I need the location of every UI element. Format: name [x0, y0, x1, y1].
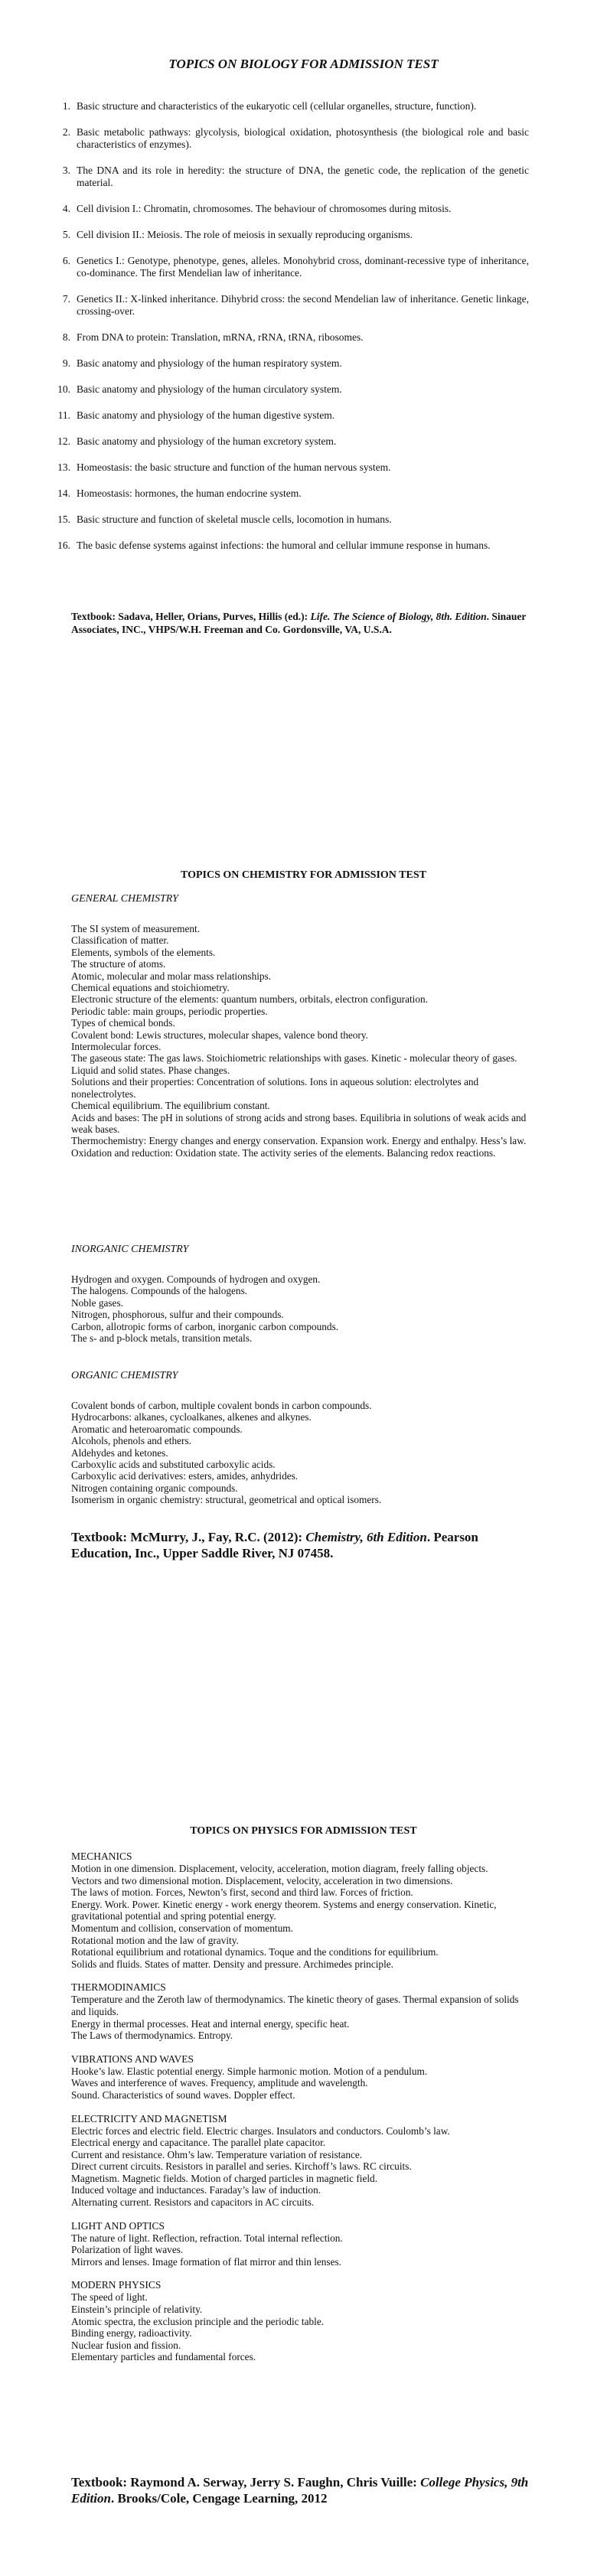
physics-section-list [71, 2291, 534, 2363]
physics-topic-section [71, 1850, 534, 1970]
physics-topic-item: Polarization of light waves. [71, 2244, 184, 2256]
general-chemistry-item: Solutions and their properties: Concentration of solutions. Ions in aqueous solution: electrolytes and nonelectrolytes. [71, 1076, 479, 1100]
topic-number: 12. [57, 435, 70, 447]
physics-topic-item: Temperature and the Zeroth law of thermodynamics. The kinetic theory of gases. Thermal expansion of solids and liquids. [71, 1994, 519, 2017]
biology-topic-item [51, 255, 529, 279]
biology-topic-item [51, 293, 529, 318]
inorganic-chemistry-item: The halogens. Compounds of the halogens. [71, 1285, 248, 1297]
chemistry-title: TOPICS ON CHEMISTRY FOR ADMISSION TEST [181, 869, 426, 881]
physics-topic-item: Alternating current. Resistors and capacitors in AC circuits. [71, 2196, 315, 2209]
inorganic-chemistry-list [71, 1273, 534, 1344]
biology-topic-item [51, 229, 529, 241]
physics-topic-section [71, 2113, 534, 2209]
physics-topic-item: Motion in one dimension. Displacement, velocity, acceleration, motion diagram, freely falling objects. [71, 1863, 488, 1874]
general-chemistry-item: Periodic table: main groups, periodic properties. [71, 1005, 268, 1017]
physics-topic-item: Vectors and two dimensional motion. Displacement, velocity, acceleration in two dimensions. [71, 1874, 453, 1886]
biology-topic-item [51, 331, 529, 344]
chemistry-textbook [71, 1529, 534, 1561]
chemistry-textbook-prefix: Textbook: McMurry, J., Fay, R.C. (2012): [71, 1530, 306, 1544]
general-chemistry-list [71, 923, 534, 1159]
physics-topic-item: Waves and interference of waves. Frequency, amplitude and wavelength. [71, 2077, 368, 2089]
physics-textbook-title: College Physics, 9th Edition [71, 2475, 529, 2506]
physics-topic-item: Induced voltage and inductances. Faraday’s law of induction. [71, 2184, 321, 2196]
organic-chemistry-item: Carboxylic acid derivatives: esters, amides, anhydrides. [71, 1470, 299, 1482]
physics-section-heading: ELECTRICITY AND MAGNETISM [71, 2112, 227, 2124]
general-chemistry-item: Types of chemical bonds. [71, 1017, 175, 1029]
biology-topic-list [51, 100, 529, 566]
general-chemistry-item: Oxidation and reduction: Oxidation state. The activity series of the elements. Balancing redox reactions. [71, 1146, 496, 1159]
topic-number: 11. [57, 409, 70, 421]
topic-number: 9. [62, 357, 70, 369]
topic-number: 5. [62, 229, 70, 240]
general-chemistry-item: The gaseous state: The gas laws. Stoichiometric relationships with gases. Kinetic - molecular theory of gases. [71, 1052, 517, 1065]
physics-section-list [71, 2232, 534, 2268]
physics-topic-item: The nature of light. Reflection, refraction. Total internal reflection. [71, 2232, 343, 2244]
physics-section-heading: MODERN PHYSICS [71, 2279, 162, 2291]
physics-section-list [71, 2066, 534, 2102]
organic-chemistry-item: Isomerism in organic chemistry: structural, geometrical and optical isomers. [71, 1494, 382, 1506]
general-chemistry-item: The structure of atoms. [71, 958, 166, 970]
general-chemistry-heading: GENERAL CHEMISTRY [71, 893, 178, 905]
physics-topic-item: Energy in thermal processes. Heat and internal energy, specific heat. [71, 2017, 350, 2030]
organic-chemistry-item: Covalent bonds of carbon, multiple covalent bonds in carbon compounds. [71, 1400, 372, 1411]
physics-textbook [71, 2474, 534, 2506]
physics-topic-section [71, 1981, 534, 2041]
topic-text: Cell division I.: Chromatin, chromosomes. The behaviour of chromosomes during mitosis. [77, 203, 452, 214]
biology-title: TOPICS ON BIOLOGY FOR ADMISSION TEST [168, 57, 439, 71]
organic-chemistry-list [71, 1400, 534, 1506]
general-chemistry-item: Chemical equilibrium. The equilibrium constant. [71, 1100, 270, 1112]
general-chemistry-item: Acids and bases: The pH in solutions of strong acids and strong bases. Equilibria in solutions of weak acids and weak bases. [71, 1111, 527, 1135]
inorganic-chemistry-item: Hydrogen and oxygen. Compounds of hydrogen and oxygen. [71, 1273, 321, 1285]
physics-topic-section [71, 2053, 534, 2102]
topic-text: The DNA and its role in heredity: the structure of DNA, the genetic code, the replication of the genetic material. [77, 165, 529, 188]
physics-sections [71, 1850, 534, 2375]
topic-number: 7. [62, 293, 70, 305]
physics-section-list [71, 1994, 534, 2041]
physics-topic-item: The speed of light. [71, 2291, 148, 2304]
physics-textbook-suffix: . Brooks/Cole, Cengage Learning, 2012 [110, 2491, 328, 2506]
chemistry-textbook-suffix: . Pearson Education, Inc., Upper Saddle River, NJ 07458. [71, 1530, 478, 1560]
inorganic-chemistry-item: The s- and p-block metals, transition metals. [71, 1332, 253, 1345]
physics-topic-item: Binding energy, radioactivity. [71, 2327, 192, 2340]
topic-text: Homeostasis: hormones, the human endocrine system. [77, 487, 302, 499]
general-chemistry-item: Atomic, molecular and molar mass relationships. [71, 970, 272, 982]
biology-topic-item [51, 203, 529, 215]
physics-topic-item: Magnetism. Magnetic fields. Motion of charged particles in magnetic field. [71, 2172, 378, 2184]
biology-topic-item [51, 461, 529, 474]
topic-text: Homeostasis: the basic structure and function of the human nervous system. [77, 461, 391, 473]
physics-topic-item: Elementary particles and fundamental forces. [71, 2351, 256, 2363]
organic-chemistry-heading: ORGANIC CHEMISTRY [71, 1370, 178, 1381]
physics-topic-section [71, 2279, 534, 2363]
physics-topic-item: Atomic spectra, the exclusion principle and the periodic table. [71, 2315, 325, 2327]
topic-text: Basic structure and function of skeletal muscle cells, locomotion in humans. [77, 514, 392, 525]
physics-section-heading: LIGHT AND OPTICS [71, 2219, 165, 2232]
biology-topic-item [51, 409, 529, 422]
physics-topic-item: Electrical energy and capacitance. The parallel plate capacitor. [71, 2137, 326, 2149]
organic-chemistry-item: Aromatic and heteroaromatic compounds. [71, 1423, 243, 1435]
chemistry-textbook-title: Chemistry, 6th Edition [305, 1530, 427, 1544]
biology-topic-item [51, 487, 529, 500]
general-chemistry-item: Classification of matter. [71, 934, 169, 947]
topic-number: 15. [57, 514, 70, 525]
organic-chemistry-item: Alcohols, phenols and ethers. [71, 1435, 191, 1447]
topic-number: 2. [62, 126, 70, 138]
biology-topic-item [51, 435, 529, 448]
physics-section-list [71, 2125, 534, 2209]
topic-number: 13. [57, 461, 70, 473]
topic-number: 6. [62, 255, 70, 266]
general-chemistry-item: Liquid and solid states. Phase changes. [71, 1064, 230, 1076]
topic-text: Cell division II.: Meiosis. The role of meiosis in sexually reproducing organisms. [77, 229, 413, 240]
inorganic-chemistry-item: Carbon, allotropic forms of carbon, inorganic carbon compounds. [71, 1320, 339, 1332]
topic-text: Basic anatomy and physiology of the human respiratory system. [77, 357, 342, 369]
biology-topic-item [51, 540, 529, 552]
organic-chemistry-item: Hydrocarbons: alkanes, cycloalkanes, alkenes and alkynes. [71, 1411, 312, 1423]
topic-number: 1. [62, 100, 70, 112]
inorganic-chemistry-heading: INORGANIC CHEMISTRY [71, 1244, 189, 1255]
general-chemistry-item: Elements, symbols of the elements. [71, 946, 216, 958]
biology-textbook-prefix: Textbook: Sadava, Heller, Orians, Purves, Hillis (ed.): [71, 611, 311, 622]
biology-topic-item [51, 357, 529, 370]
biology-textbook-title: Life. The Science of Biology, 8th. Edition [310, 611, 487, 622]
physics-topic-item: The Laws of thermodynamics. Entropy. [71, 2030, 233, 2042]
topic-text: Basic metabolic pathways: glycolysis, biological oxidation, photosynthesis (the biological role and basic characteristics of enzymes). [77, 126, 529, 150]
general-chemistry-item: Intermolecular forces. [71, 1041, 162, 1053]
physics-topic-item: Current and resistance. Ohm’s law. Temperature variation of resistance. [71, 2148, 363, 2160]
organic-chemistry-item: Carboxylic acids and substituted carboxylic acids. [71, 1459, 276, 1471]
physics-topic-item: Nuclear fusion and fission. [71, 2339, 181, 2351]
physics-topic-item: Mirrors and lenses. Image formation of flat mirror and thin lenses. [71, 2255, 342, 2268]
topic-number: 4. [62, 203, 70, 214]
topic-text: Basic anatomy and physiology of the human circulatory system. [77, 383, 342, 395]
topic-text: The basic defense systems against infections: the humoral and cellular immune response in humans. [77, 540, 491, 551]
topic-text: Basic anatomy and physiology of the human excretory system. [77, 435, 337, 447]
inorganic-chemistry-item: Noble gases. [71, 1296, 123, 1309]
topic-text: Genetics I.: Genotype, phenotype, genes, alleles. Monohybrid cross, dominant-recessive type of inheritance, co-dominance. The first Mendelian law of inheritance. [77, 255, 529, 279]
topic-number: 16. [57, 540, 70, 551]
physics-topic-item: Electric forces and electric field. Electric charges. Insulators and conductors. Coulomb’s law. [71, 2124, 450, 2137]
physics-topic-item: The laws of motion. Forces, Newton’s first, second and third law. Forces of friction. [71, 1886, 413, 1899]
topic-text: Genetics II.: X-linked inheritance. Dihybrid cross: the second Mendelian law of inheritance. Genetic linkage, crossing-over. [77, 293, 529, 317]
physics-section-heading: VIBRATIONS AND WAVES [71, 2053, 194, 2065]
physics-topic-item: Momentum and collision, conservation of momentum. [71, 1922, 293, 1934]
biology-topic-item [51, 514, 529, 526]
topic-number: 8. [62, 331, 70, 343]
physics-topic-section [71, 2220, 534, 2268]
physics-topic-item: Direct current circuits. Resistors in parallel and series. Kirchoff’s laws. RC circuits. [71, 2160, 412, 2173]
physics-textbook-prefix: Textbook: Raymond A. Serway, Jerry S. Faughn, Chris Vuille: [71, 2475, 421, 2490]
organic-chemistry-item: Aldehydes and ketones. [71, 1446, 168, 1459]
biology-textbook [71, 610, 530, 636]
general-chemistry-item: Thermochemistry: Energy changes and energy conservation. Expansion work. Energy and enthalpy. Hess’s law. [71, 1135, 527, 1147]
physics-topic-item: Rotational equilibrium and rotational dynamics. Toque and the conditions for equilibrium. [71, 1946, 439, 1958]
general-chemistry-item: The SI system of measurement. [71, 923, 201, 934]
general-chemistry-item: Electronic structure of the elements: quantum numbers, orbitals, electron configuration. [71, 993, 428, 1006]
topic-text: Basic anatomy and physiology of the human digestive system. [77, 409, 335, 421]
biology-topic-item [51, 126, 529, 151]
topic-number: 14. [57, 487, 70, 499]
topic-number: 3. [62, 165, 70, 176]
physics-topic-item: Einstein’s principle of relativity. [71, 2304, 203, 2316]
topic-text: From DNA to protein: Translation, mRNA, rRNA, tRNA, ribosomes. [77, 331, 364, 343]
biology-textbook-suffix: . Sinauer Associates, INC., VHPS/W.H. Freeman and Co. Gordonsville, VA, U.S.A. [71, 611, 527, 635]
general-chemistry-item: Covalent bond: Lewis structures, molecular shapes, valence bond theory. [71, 1029, 368, 1041]
topic-number: 10. [57, 383, 70, 395]
physics-section-heading: THERMODINAMICS [71, 1981, 166, 1994]
topic-text: Basic structure and characteristics of the eukaryotic cell (cellular organelles, structure, function). [77, 100, 477, 112]
organic-chemistry-item: Nitrogen containing organic compounds. [71, 1482, 238, 1494]
inorganic-chemistry-item: Nitrogen, phosphorous, sulfur and their compounds. [71, 1309, 284, 1321]
physics-title: TOPICS ON PHYSICS FOR ADMISSION TEST [190, 1825, 417, 1837]
physics-topic-item: Sound. Characteristics of sound waves. Doppler effect. [71, 2089, 295, 2101]
physics-topic-item: Rotational motion and the law of gravity. [71, 1934, 239, 1946]
physics-section-heading: MECHANICS [71, 1850, 132, 1862]
biology-topic-item [51, 165, 529, 189]
physics-topic-item: Hooke’s law. Elastic potential energy. Simple harmonic motion. Motion of a pendulum. [71, 2065, 428, 2077]
physics-topic-item: Solids and fluids. States of matter. Density and pressure. Archimedes principle. [71, 1958, 393, 1970]
physics-section-list [71, 1863, 534, 1970]
general-chemistry-item: Chemical equations and stoichiometry. [71, 982, 230, 994]
biology-topic-item [51, 383, 529, 396]
physics-topic-item: Energy. Work. Power. Kinetic energy - work energy theorem. Systems and energy conservation. Kinetic, gravitational potential and spring potential energy. [71, 1898, 497, 1922]
biology-topic-item [51, 100, 529, 112]
